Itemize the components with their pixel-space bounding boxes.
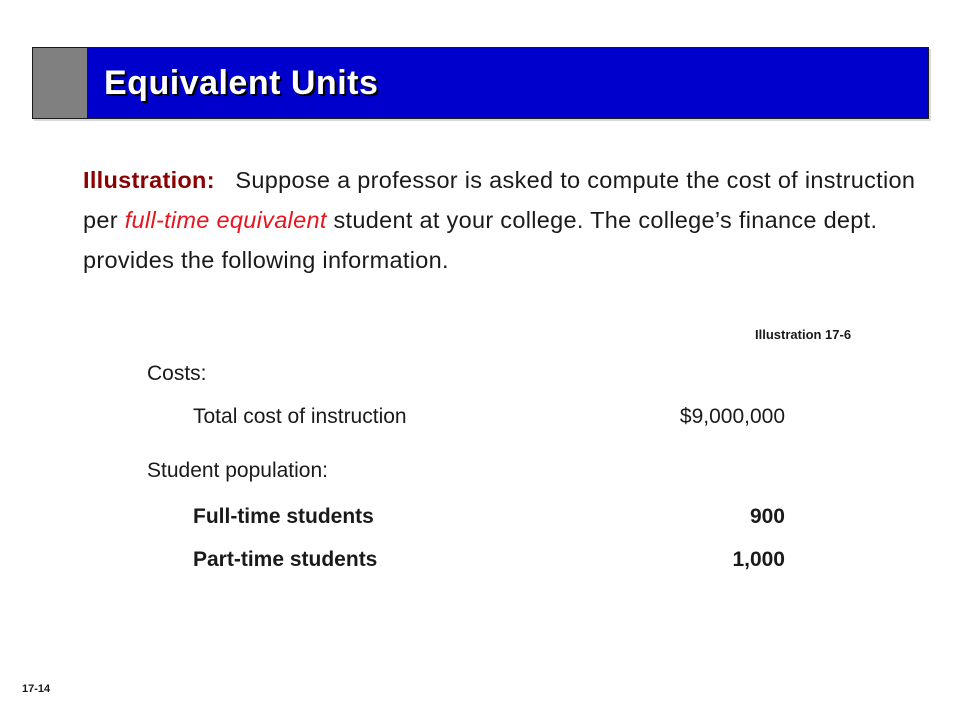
full-time-label: Full-time students: [193, 505, 374, 528]
population-heading: Student population:: [147, 459, 328, 482]
page-number: 17-14: [22, 683, 51, 695]
total-cost-value: $9,000,000: [679, 405, 785, 428]
part-time-value: 1,000: [732, 548, 785, 571]
intro-text-before: Suppose a professor is asked to compute the cost of instruction per: [83, 167, 916, 233]
intro-highlight: full-time equivalent: [124, 207, 327, 233]
part-time-label: Part-time students: [193, 548, 378, 571]
source-note: Illustration 17-6: [755, 327, 852, 342]
full-time-value: 900: [749, 505, 785, 528]
slide-title: Equivalent Units: [104, 64, 379, 102]
intro-text-after: student at your college. The college’s finance dept. provides the following information.: [83, 207, 878, 273]
costs-heading: Costs:: [147, 362, 207, 385]
total-cost-label: Total cost of instruction: [193, 405, 407, 428]
intro-lead: Illustration:: [83, 167, 215, 193]
